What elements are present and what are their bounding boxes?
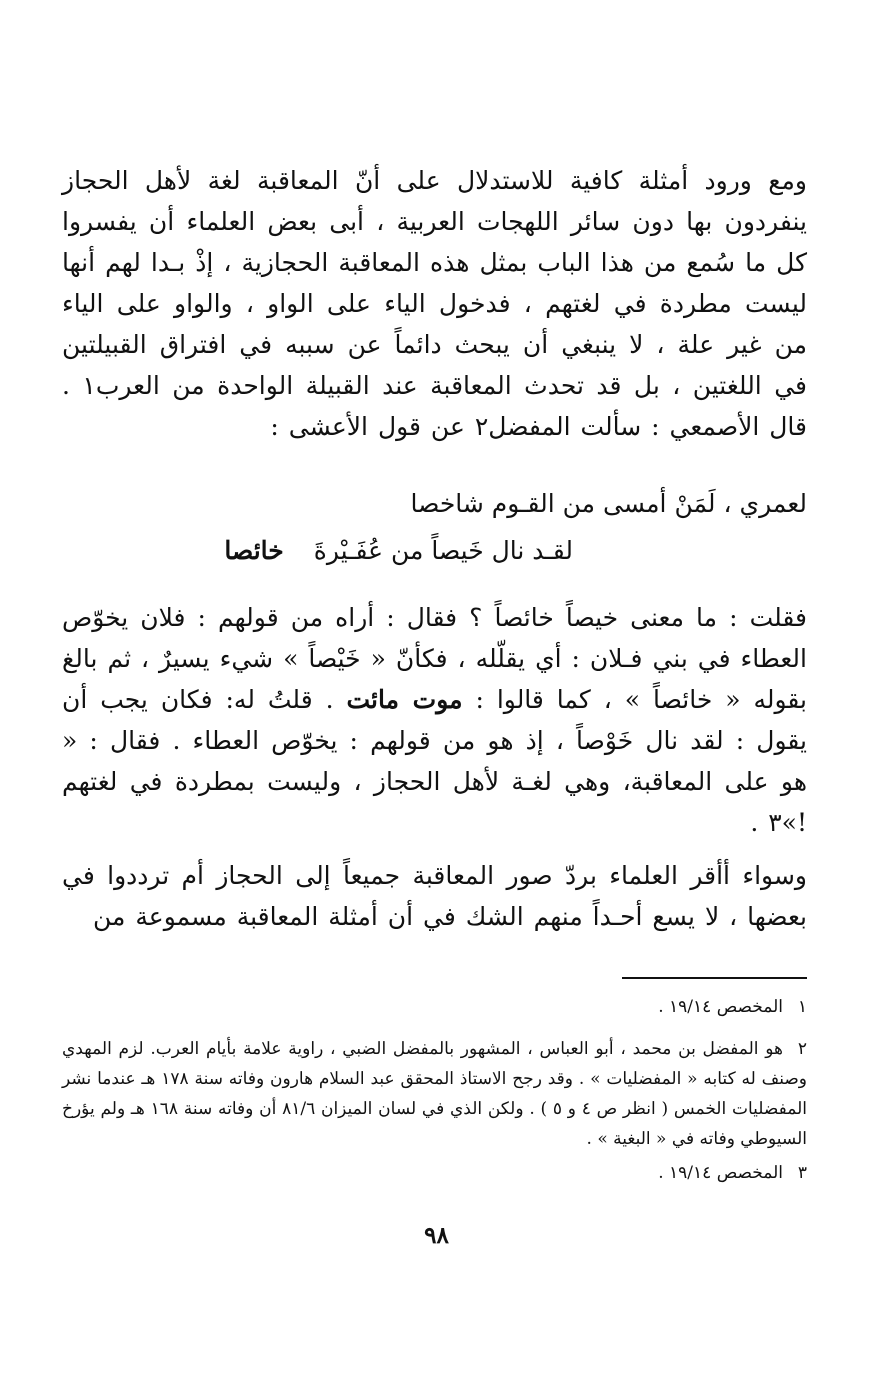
paragraph-2-bold-phrase: موت مائت xyxy=(346,685,463,714)
footnote-separator xyxy=(622,977,807,979)
paragraph-2-part-2: . قلتُ له: فكان يجب أن يقول : لقد نال خَوْصاً ، إذ هو من قولهم : يخوّص العطاء . فقال : « هو على المعاقبة، وهي لغـة لأهل الحجاز ، وليست بمطردة في لغتهم !»٣ . xyxy=(62,685,807,837)
footnote-2 xyxy=(62,1034,807,1154)
footnote-text: هو المفضل بن محمد ، أبو العباس ، المشهور بالمفضل الضبي ، راوية علامة بأيام العرب. لزم المهدي وصنف له كتابه « المفضليات » . وقد رجح الاستاذ المحقق عبد السلام هارون وفاته سنة ١٧٨ هـ عندما نشر المفضليات الخمس ( انظر ص ٤ و ٥ ) . ولكن الذي في لسان الميزان ٨١/٦ أن وفاته سنة ١٦٨ هـ ولم يؤرخ السيوطي وفاته في « البغية » . xyxy=(62,1039,808,1149)
footnote-text: المخصص ١٩/١٤ . xyxy=(658,997,783,1017)
paragraph-1: ومع ورود أمثلة كافية للاستدلال على أنّ المعاقبة لغة لأهل الحجاز ينفردون بها دون سائر اللهجات العربية ، أبى بعض العلماء أن يفسروا كل ما سُمع من هذا الباب بمثل هذه المعاقبة الحجازية ، إذْ بـدا لهم أنها ليست مطردة في لغتهم ، فدخول الياء على الواو ، والواو على الياء من غير علة ، لا ينبغي أن يبحث دائماً عن سببه في افتراق القبيلتين في اللغتين ، بل قد تحدث المعاقبة عند القبيلة الواحدة من العرب١ . قال الأصمعي : سألت المفضل٢ عن قول الأعشى : xyxy=(62,166,807,441)
verse-line-2-rhyme: خائصا xyxy=(224,536,284,565)
verse-line-2-text: لقـد نال خَيصاً من عُفَـيْرةَ xyxy=(313,536,573,565)
footnote-number: ٣ xyxy=(797,1163,807,1183)
page-number: ٩٨ xyxy=(424,1222,449,1249)
paragraph-2 xyxy=(62,597,807,843)
paragraph-2-part-1: فقلت : ما معنى خيصاً خائصاً ؟ فقال : أراه من قولهم : فلان يخوّص العطاء في بني فـلان : أي يقلّله ، فكأنّ « خَيْصاً » شيء يسيرٌ ، ثم بالغ بقوله « خائصاً » ، كما قالوا : xyxy=(62,603,807,714)
verse-line-1: لعمري ، لَمَنْ أمسى من القـوم شاخصا xyxy=(410,489,807,518)
footnote-number: ١ xyxy=(797,997,807,1017)
footnote-number: ٢ xyxy=(797,1039,807,1059)
footnote-1 xyxy=(62,992,807,1022)
verse-line-2 xyxy=(224,530,573,571)
footnote-text: المخصص ١٩/١٤ . xyxy=(658,1163,783,1183)
paragraph-3: وسواء أأقر العلماء بردّ صور المعاقبة جميعاً إلى الحجاز أم ترددوا في بعضها ، لا يسع أحـداً منهم الشك في أن أمثلة المعاقبة مسموعة من xyxy=(62,861,807,931)
footnote-3 xyxy=(62,1158,807,1188)
